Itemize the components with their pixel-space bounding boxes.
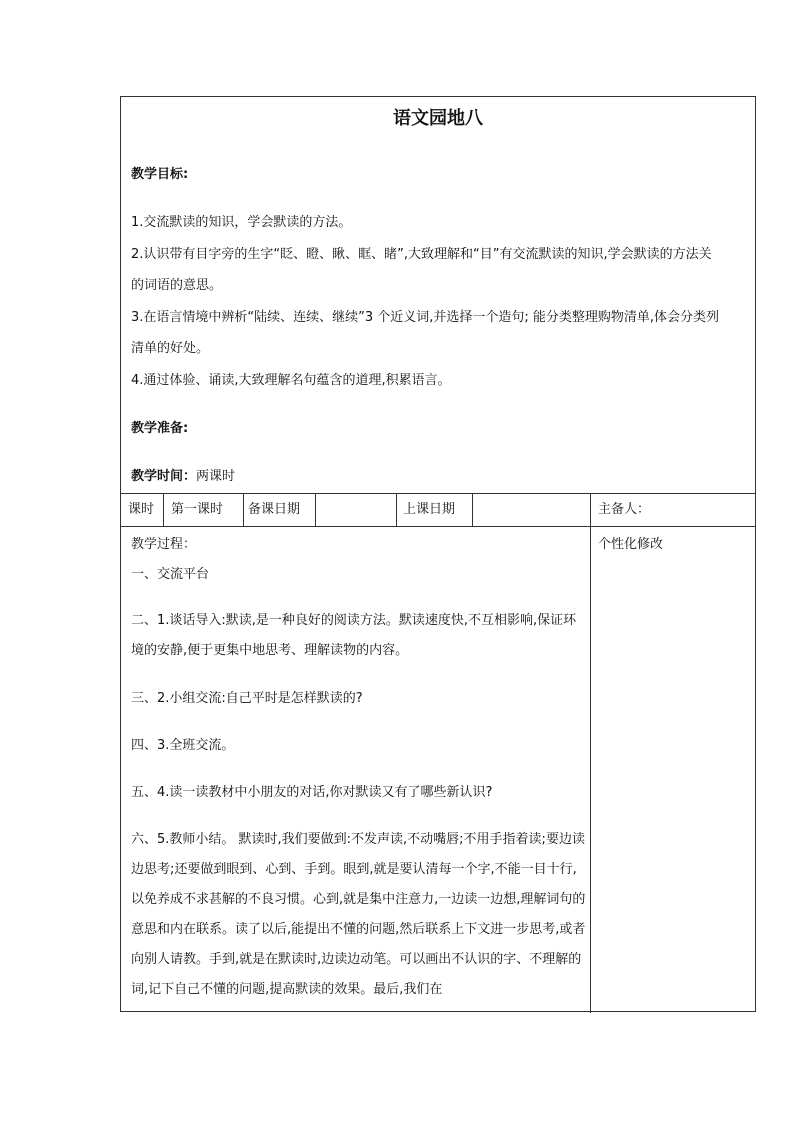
row-divider bbox=[121, 526, 755, 527]
column-divider bbox=[163, 494, 164, 526]
column-divider bbox=[396, 494, 397, 526]
cell-first-period: 第一课时 bbox=[171, 502, 224, 517]
goal-line: 2.认识带有目字旁的生字“眨、瞪、瞅、眶、睹”,大致理解和“目”有交流默读的知识,学会默读的方法关 bbox=[131, 247, 712, 262]
goal-line: 3.在语言情境中辨析“陆续、连续、继续”3 个近义词,并选择一个造句; 能分类整理购物清单,体会分类列 bbox=[131, 310, 720, 325]
column-divider bbox=[315, 494, 316, 526]
prep-heading: 教学准备: bbox=[131, 421, 189, 436]
cell-period: 课时 bbox=[128, 502, 155, 517]
column-divider bbox=[590, 494, 591, 1013]
process-item: 三、2.小组交流:自己平时是怎样默读的? bbox=[131, 691, 363, 706]
goal-line: 4.通过体验、诵读,大致理解名句蕴含的道理,积累语言。 bbox=[131, 373, 451, 388]
time-label: 教学时间： bbox=[131, 469, 197, 484]
time-heading bbox=[131, 469, 235, 485]
lesson-plan-table bbox=[120, 96, 756, 1012]
process-item: 二、1.谈话导入:默读,是一种良好的阅读方法。默读速度快,不互相影响,保证环境的安静,便于更集中地思考、理解读物的内容。 bbox=[131, 613, 577, 658]
goal-line: 清单的好处。 bbox=[131, 341, 210, 356]
goal-line: 的词语的意思。 bbox=[131, 278, 223, 293]
time-value: 两课时 bbox=[196, 469, 236, 484]
cell-main-preparer: 主备人： bbox=[598, 502, 651, 517]
goal-line: 1.交流默读的知识，学会默读的方法。 bbox=[131, 215, 352, 230]
side-heading: 个性化修改 bbox=[598, 537, 664, 552]
process-item: 六、5.教师小结。 默读时,我们要做到:不发声读,不动嘴唇;不用手指着读;要边读边思考;还要做到眼到、心到、手到。眼到,就是要认清每一个字,不能一目十行,以免养成不求甚解的不良习惯。心到,就是集中注意力,一边读一边想,理解词句的意思和内在联系。读了以后,能提出不懂的问题,然后联系上下文进一步思考,或者向别人请教。手到,就是在默读时,边读边动笔。可以画出不认识的字、不理解的词,记下自己不懂的问题,提高默读的效果。最后,我们在 bbox=[131, 832, 586, 997]
process-item: 一、交流平台 bbox=[131, 567, 210, 582]
process-heading: 教学过程： bbox=[131, 537, 197, 552]
cell-class-date-label: 上课日期 bbox=[403, 502, 456, 517]
cell-prep-date-label: 备课日期 bbox=[248, 502, 301, 517]
column-divider bbox=[472, 494, 473, 526]
goals-heading: 教学目标: bbox=[131, 167, 189, 182]
process-item: 四、3.全班交流。 bbox=[131, 738, 235, 753]
process-item: 五、4.读一读教材中小朋友的对话,你对默读又有了哪些新认识? bbox=[131, 785, 493, 800]
column-divider bbox=[243, 494, 244, 526]
page-title: 语文园地八 bbox=[393, 108, 483, 129]
